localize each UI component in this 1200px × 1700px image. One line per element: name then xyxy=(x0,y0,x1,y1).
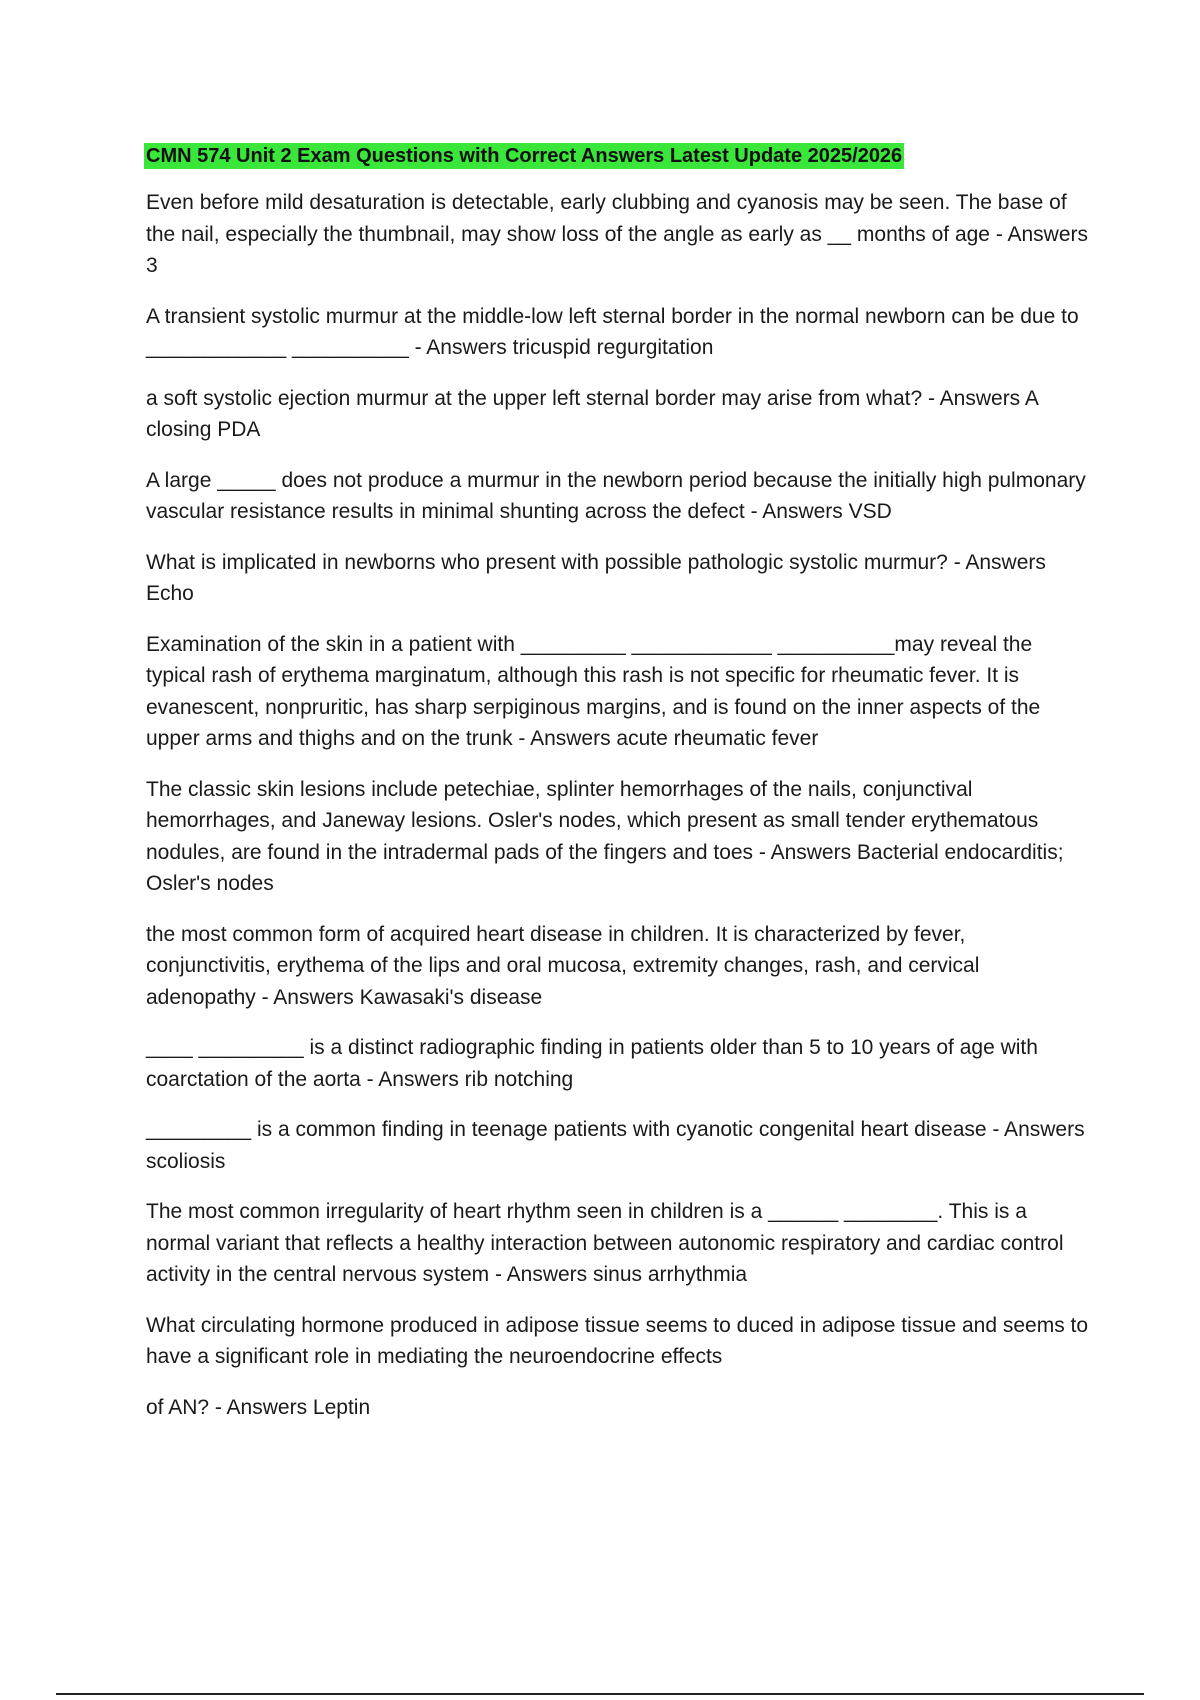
question-answer-item: the most common form of acquired heart disease in children. It is characterized by fever, conjunctivitis, erythema of the lips and oral mucosa, extremity changes, rash, and cervical adenopathy - Answers Kawasaki's disease xyxy=(146,922,986,1009)
question-answer-item: What is implicated in newborns who present with possible pathologic systolic murmur? - Answers Echo xyxy=(146,550,1052,605)
question-answer-item: _________ is a common finding in teenage patients with cyanotic congenital heart disease - Answers scoliosis xyxy=(146,1118,1091,1173)
question-answer-item: A transient systolic murmur at the middle-low left sternal border in the normal newborn can be due to ____________ __________ - Answers tricuspid regurgitation xyxy=(146,304,1085,359)
question-answer-item: a soft systolic ejection murmur at the upper left sternal border may arise from what? - Answers A closing PDA xyxy=(146,386,1044,441)
question-answer-item: The most common irregularity of heart rhythm seen in children is a ______ ________. This is a normal variant that reflects a healthy interaction between autonomic respiratory and cardiac control activity in the central nervous system - Answers sinus arrhythmia xyxy=(146,1200,1070,1286)
question-answer-item: What circulating hormone produced in adipose tissue seems to duced in adipose tissue and seems to have a significant role in mediating the neuroendocrine effects xyxy=(146,1313,1094,1368)
document-title: CMN 574 Unit 2 Exam Questions with Correct Answers Latest Update 2025/2026 xyxy=(146,145,903,167)
question-answer-item: A large _____ does not produce a murmur in the newborn period because the initially high pulmonary vascular resistance results in minimal shunting across the defect - Answers VSD xyxy=(146,468,1092,523)
footer-divider xyxy=(56,1693,1144,1695)
document-page xyxy=(146,143,1092,1442)
question-answer-item: Examination of the skin in a patient with _________ ____________ __________may reveal the typical rash of erythema marginatum, although this rash is not specific for rheumatic fever. It is evanescent, nonpruritic, has sharp serpiginous margins, and is found on the inner aspects of the upper arms and thighs and on the trunk - Answers acute rheumatic fever xyxy=(146,632,1047,750)
question-answer-item: The classic skin lesions include petechiae, splinter hemorrhages of the nails, conjunctival hemorrhages, and Janeway lesions. Osler's nodes, which present as small tender erythematous nodules, are found in the intradermal pads of the fingers and toes - Answers Bacterial endocarditis; Osler's nodes xyxy=(146,777,1070,895)
question-answer-item: Even before mild desaturation is detectable, early clubbing and cyanosis may be seen. The base of the nail, especially the thumbnail, may show loss of the angle as early as __ months of age - Answers 3 xyxy=(146,191,1094,277)
question-answer-item: of AN? - Answers Leptin xyxy=(146,1395,371,1419)
question-answer-item: ____ _________ is a distinct radiographic finding in patients older than 5 to 10 years of age with coarctation of the aorta - Answers rib notching xyxy=(146,1036,1044,1091)
